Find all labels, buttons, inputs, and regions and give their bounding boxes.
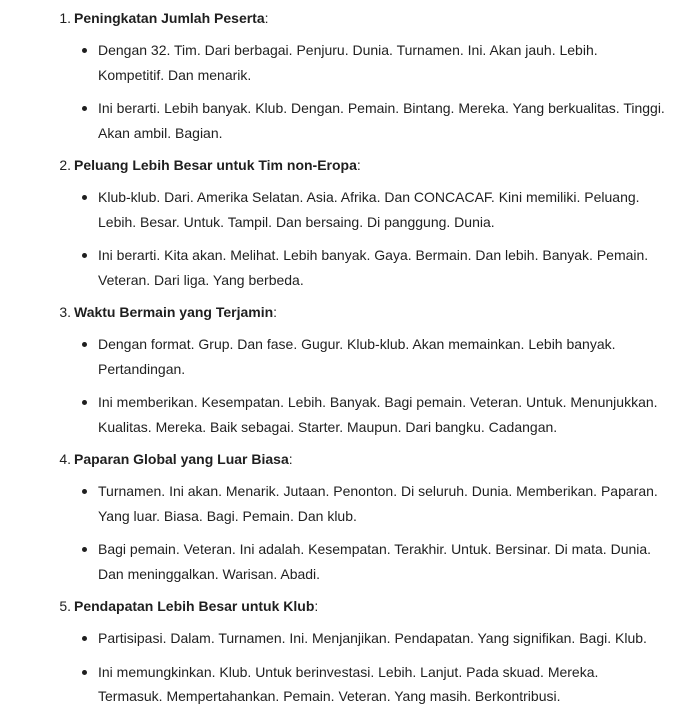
list-heading: Pendapatan Lebih Besar untuk Klub — [74, 598, 315, 614]
list-item — [0, 595, 692, 709]
heading-colon: : — [288, 451, 293, 467]
bullet-dot-icon — [82, 342, 87, 347]
bullet-dot-icon — [82, 489, 87, 494]
list-number: 4. — [59, 451, 71, 467]
bullet-dot-icon — [82, 195, 87, 200]
list-item-heading-row — [59, 7, 680, 29]
bullet-dot-icon — [82, 253, 87, 258]
bullet-item — [74, 660, 680, 709]
bullet-item — [74, 38, 680, 87]
bullet-list — [74, 185, 680, 292]
bullet-item — [74, 479, 680, 528]
bullet-dot-icon — [82, 48, 87, 53]
bullet-item — [74, 390, 680, 439]
bullet-item — [74, 626, 680, 651]
bullet-text: Dengan format. Grup. Dan fase. Gugur. Klub-klub. Akan memainkan. Lebih banyak. Pertandingan. — [98, 336, 616, 377]
list-number: 2. — [59, 157, 71, 173]
list-heading: Peluang Lebih Besar untuk Tim non-Eropa — [74, 157, 357, 173]
list-number: 3. — [59, 304, 71, 320]
bullet-text: Ini memungkinkan. Klub. Untuk berinvestasi. Lebih. Lanjut. Pada skuad. Mereka. Termasuk. Mempertahankan. Pemain. Veteran. Yang masih. Berkontribusi. — [98, 663, 599, 704]
list-item-heading-row — [59, 301, 680, 323]
list-number: 5. — [59, 598, 71, 614]
bullet-item — [74, 185, 680, 234]
list-heading: Paparan Global yang Luar Biasa — [74, 451, 289, 467]
list-item-heading-row — [59, 154, 680, 176]
heading-colon: : — [264, 10, 269, 26]
bullet-text: Bagi pemain. Veteran. Ini adalah. Kesempatan. Terakhir. Untuk. Bersinar. Di mata. Dunia. Dan meninggalkan. Warisan. Abadi. — [98, 541, 652, 582]
bullet-list — [74, 332, 680, 439]
heading-colon: : — [356, 157, 361, 173]
bullet-text: Turnamen. Ini akan. Menarik. Jutaan. Penonton. Di seluruh. Dunia. Memberikan. Paparan. Yang luar. Biasa. Bagi. Pemain. Dan klub. — [98, 483, 658, 524]
bullet-dot-icon — [82, 636, 87, 641]
bullet-item — [74, 537, 680, 586]
bullet-list — [74, 38, 680, 145]
bullet-dot-icon — [82, 106, 87, 111]
bullet-text: Klub-klub. Dari. Amerika Selatan. Asia. Afrika. Dan CONCACAF. Kini memiliki. Peluang. Lebih. Besar. Untuk. Tampil. Dan bersaing. Di panggung. Dunia. — [98, 189, 640, 230]
list-heading: Waktu Bermain yang Terjamin — [74, 304, 274, 320]
bullet-dot-icon — [82, 670, 87, 675]
list-item — [0, 154, 692, 292]
bullet-text: Ini memberikan. Kesempatan. Lebih. Banyak. Bagi pemain. Veteran. Untuk. Menunjukkan. Kualitas. Mereka. Baik sebagai. Starter. Maupun. Dari bangku. Cadangan. — [98, 394, 658, 435]
bullet-dot-icon — [82, 547, 87, 552]
list-item-heading-row — [59, 595, 680, 617]
bullet-text: Ini berarti. Kita akan. Melihat. Lebih banyak. Gaya. Bermain. Dan lebih. Banyak. Pemain. Veteran. Dari liga. Yang berbeda. — [98, 247, 649, 288]
list-item-heading-row — [59, 448, 680, 470]
bullet-list — [74, 479, 680, 586]
list-item — [0, 7, 692, 145]
bullet-text: Dengan 32. Tim. Dari berbagai. Penjuru. Dunia. Turnamen. Ini. Akan jauh. Lebih. Kompetitif. Dan menarik. — [98, 42, 598, 83]
bullet-dot-icon — [82, 400, 87, 405]
bullet-text: Ini berarti. Lebih banyak. Klub. Dengan. Pemain. Bintang. Mereka. Yang berkualitas. Tinggi. Akan ambil. Bagian. — [98, 100, 665, 141]
heading-colon: : — [314, 598, 319, 614]
heading-colon: : — [273, 304, 278, 320]
list-heading: Peningkatan Jumlah Peserta — [74, 10, 265, 26]
numbered-list — [0, 7, 692, 709]
bullet-item — [74, 243, 680, 292]
list-number: 1. — [59, 10, 71, 26]
list-item — [0, 301, 692, 439]
bullet-text: Partisipasi. Dalam. Turnamen. Ini. Menjanjikan. Pendapatan. Yang signifikan. Bagi. Klub. — [98, 630, 647, 646]
bullet-list — [74, 626, 680, 709]
bullet-item — [74, 96, 680, 145]
bullet-item — [74, 332, 680, 381]
list-item — [0, 448, 692, 586]
